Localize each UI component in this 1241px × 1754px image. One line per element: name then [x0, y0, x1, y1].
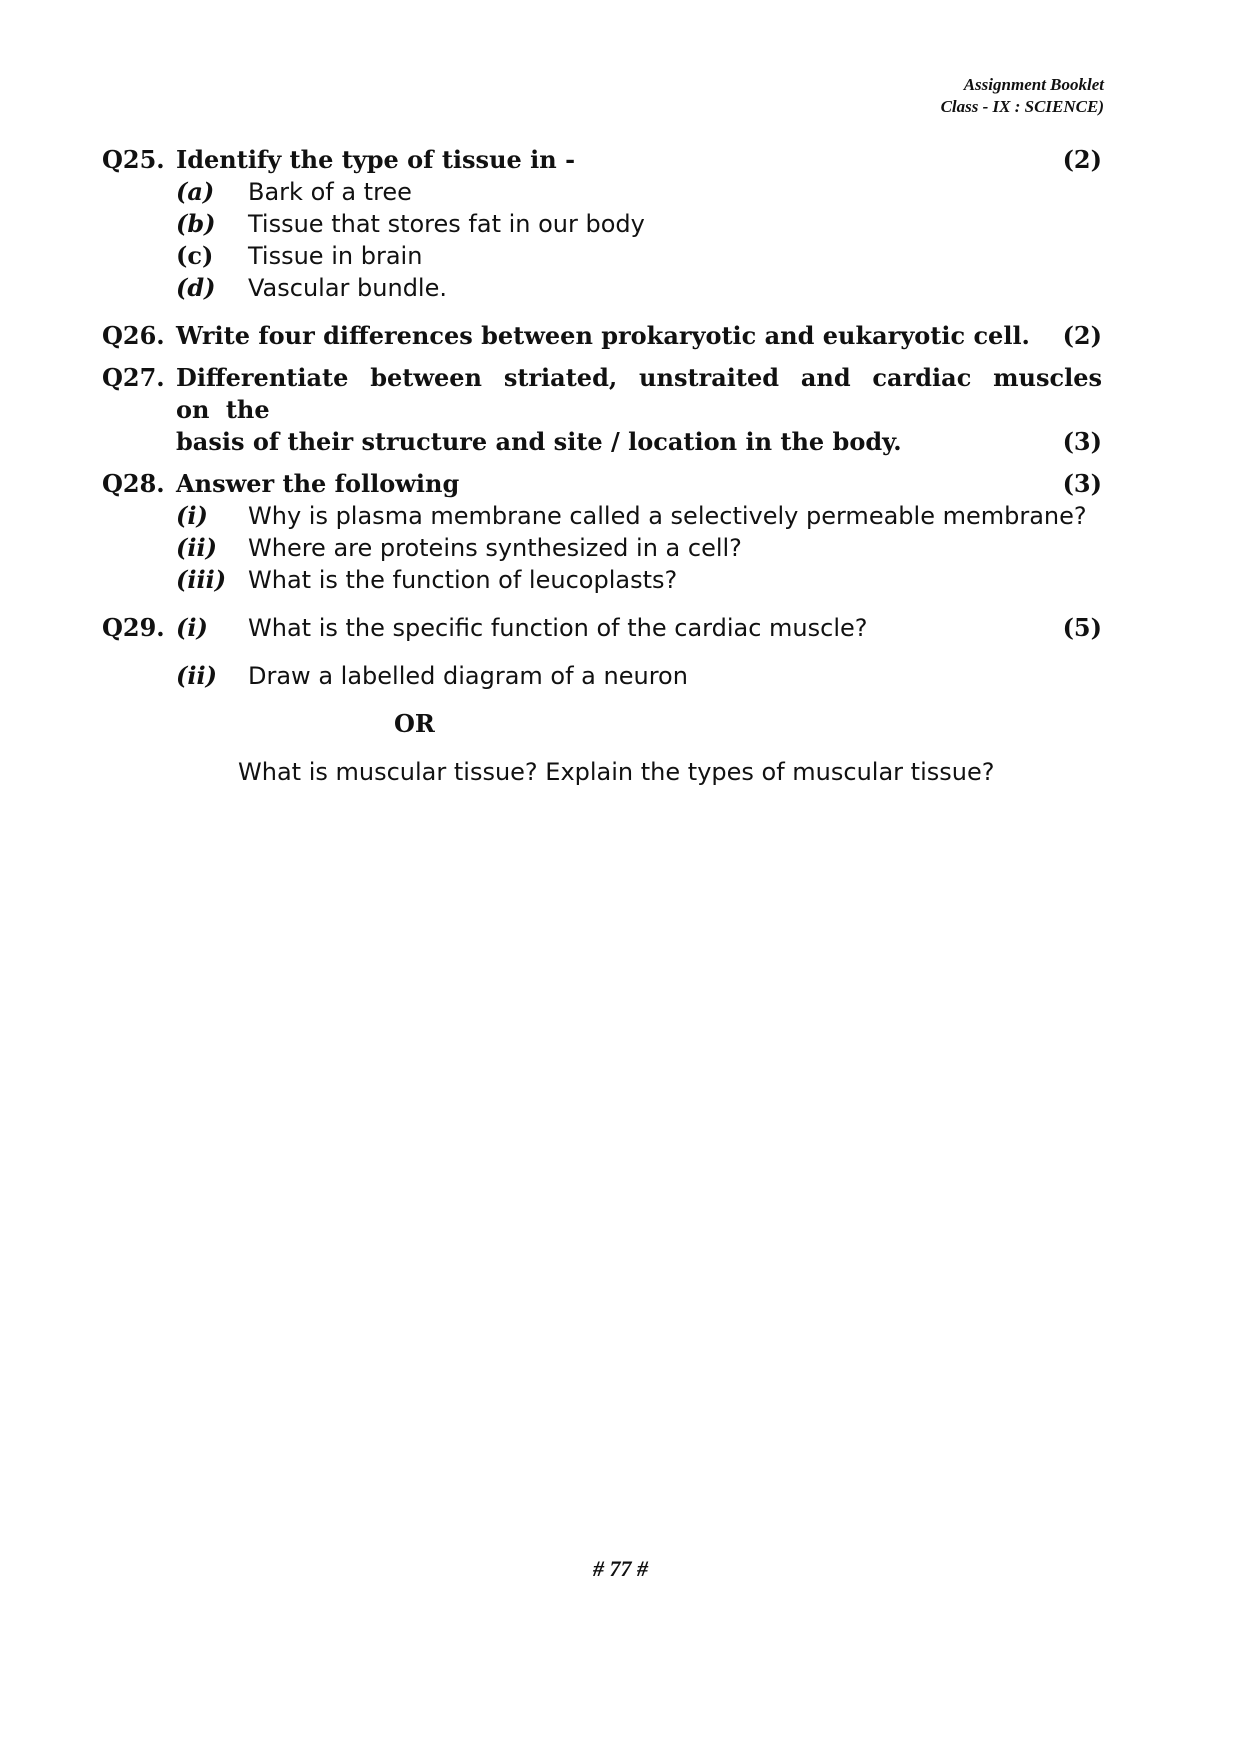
sub-item-label: (b)	[176, 209, 216, 238]
question-text-line1: Differentiate between striated, unstraited and cardiac muscles on the	[176, 363, 1102, 424]
sub-item	[102, 240, 1102, 272]
sub-item-text: What is the specific function of the cardiac muscle?	[248, 614, 868, 642]
sub-item-label: (i)	[176, 613, 208, 642]
sub-item-text: Vascular bundle.	[248, 274, 447, 302]
sub-item-text: Tissue in brain	[248, 242, 423, 270]
sub-item-label: (a)	[176, 177, 215, 206]
question-26	[102, 320, 1102, 352]
question-number: Q27.	[102, 363, 165, 392]
question-number: Q26.	[102, 321, 165, 350]
sub-item-text: Where are proteins synthesized in a cell?	[248, 534, 742, 562]
question-text: Identify the type of tissue in -	[176, 145, 576, 174]
sub-item-label: (ii)	[176, 533, 217, 562]
sub-item-label: (iii)	[176, 565, 227, 594]
question-marks: (3)	[1062, 427, 1102, 456]
sub-item-text: Bark of a tree	[248, 178, 412, 206]
or-separator: OR	[394, 709, 435, 738]
page-number: # 77 #	[593, 1556, 648, 1581]
question-text-line2: basis of their structure and site / location in the body.	[176, 427, 902, 456]
sub-item-label: (ii)	[176, 661, 217, 690]
sub-item	[102, 272, 1102, 304]
question-text: Write four differences between prokaryotic and eukaryotic cell.	[176, 321, 1030, 350]
sub-item-label: (c)	[176, 241, 214, 270]
question-number: Q28.	[102, 469, 165, 498]
sub-item-text: Tissue that stores fat in our body	[248, 210, 645, 238]
question-marks: (3)	[1062, 469, 1102, 498]
sub-item	[102, 208, 1102, 240]
question-marks: (5)	[1062, 613, 1102, 642]
question-25	[102, 144, 1102, 176]
class-subject: Class - IX : SCIENCE)	[940, 97, 1104, 116]
sub-item-text: Draw a labelled diagram of a neuron	[248, 662, 688, 690]
question-list	[102, 144, 1102, 788]
question-28	[102, 468, 1102, 500]
question-marks: (2)	[1062, 321, 1102, 350]
sub-item	[102, 660, 1102, 692]
question-number: Q29.	[102, 613, 165, 642]
question-27-continued	[102, 426, 1102, 458]
sub-item-label: (d)	[176, 273, 216, 302]
sub-item-label: (i)	[176, 501, 208, 530]
alternative-question-text: What is muscular tissue? Explain the types of muscular tissue?	[238, 758, 995, 786]
page-header	[941, 74, 1104, 118]
question-29	[102, 612, 1102, 644]
question-marks: (2)	[1062, 145, 1102, 174]
booklet-title: Assignment Booklet	[963, 75, 1104, 94]
sub-item	[102, 176, 1102, 208]
sub-item	[102, 532, 1102, 564]
question-27	[102, 362, 1102, 426]
sub-item-text: Why is plasma membrane called a selectively permeable membrane?	[248, 502, 1087, 530]
sub-item-text: What is the function of leucoplasts?	[248, 566, 678, 594]
sub-item	[102, 564, 1102, 596]
question-text: Answer the following	[176, 469, 460, 498]
sub-item	[102, 500, 1102, 532]
question-text	[176, 362, 1102, 426]
question-number: Q25.	[102, 145, 165, 174]
